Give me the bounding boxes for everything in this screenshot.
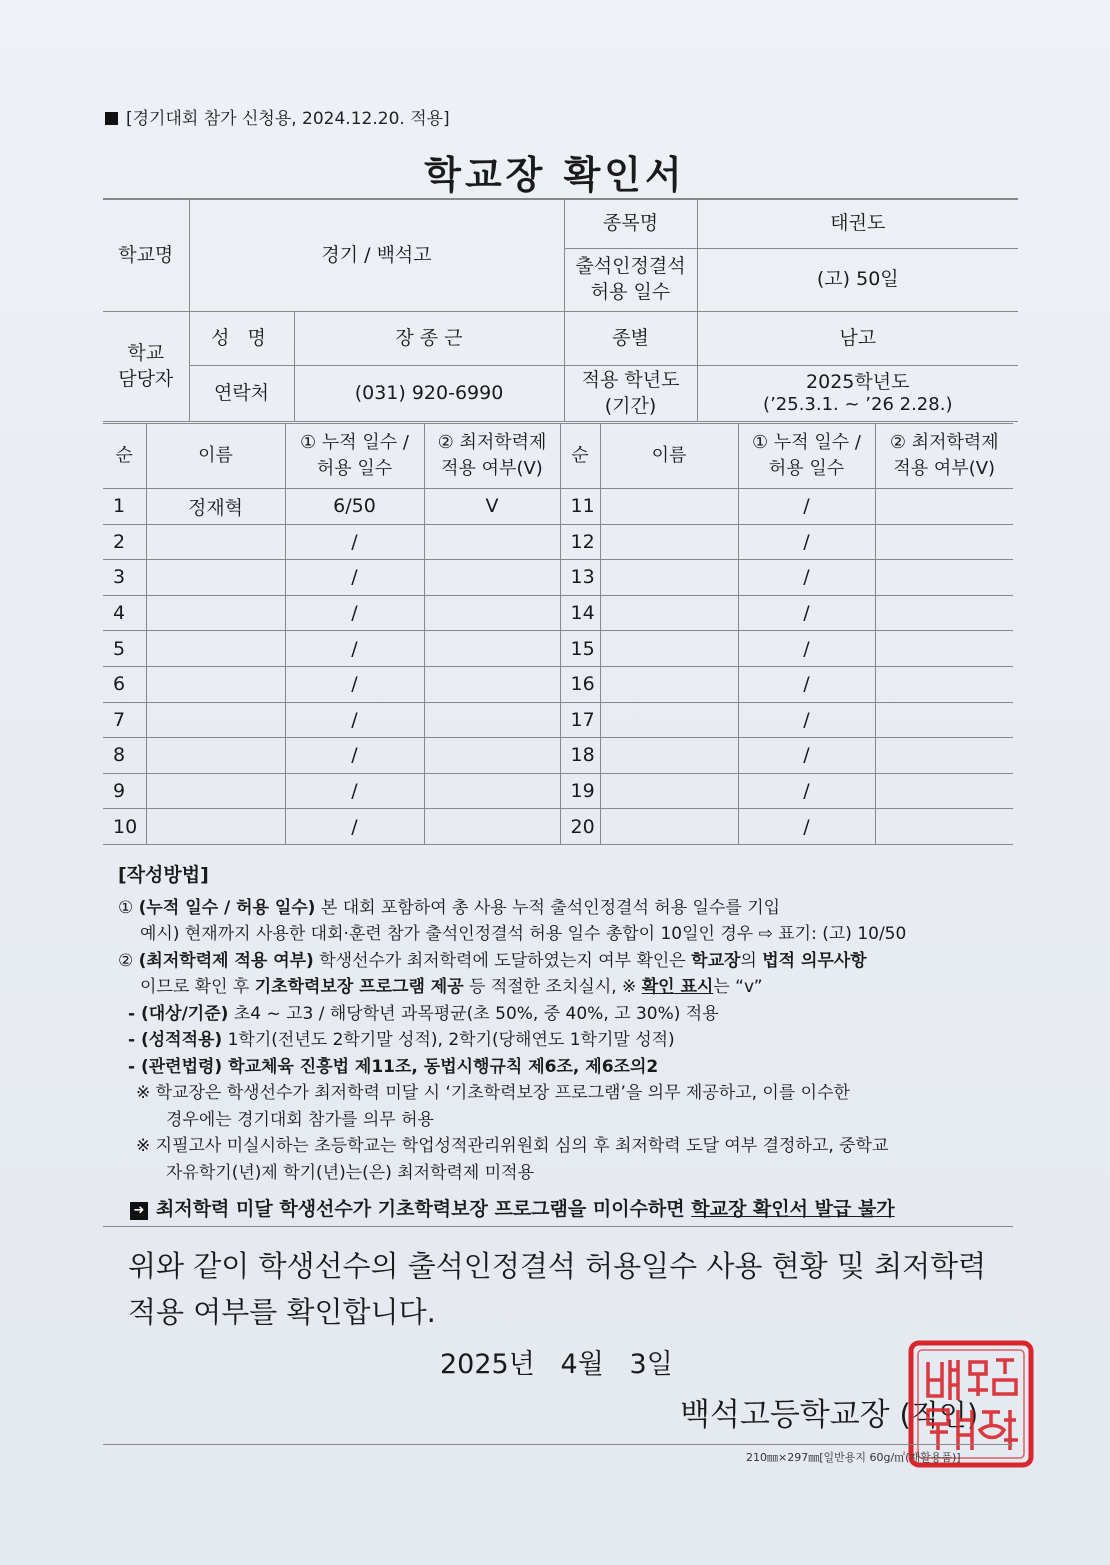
row-days-right: / bbox=[738, 702, 875, 738]
contact-label: 연락처 bbox=[189, 366, 294, 422]
top-rule bbox=[103, 198, 1018, 199]
row-name-right bbox=[600, 702, 738, 738]
item2-line2-d: 확인 표시 bbox=[641, 977, 714, 997]
row-name-right bbox=[600, 560, 738, 596]
type-value: 남고 bbox=[697, 312, 1018, 366]
row-name bbox=[146, 595, 285, 631]
guide-rule bbox=[103, 1226, 1013, 1227]
student-table bbox=[103, 423, 1013, 845]
arrow-box-icon: ➜ bbox=[130, 1202, 148, 1220]
item2-line2-b: 기초학력보장 프로그램 제공 bbox=[254, 977, 464, 997]
table-row bbox=[103, 595, 1013, 631]
row-min bbox=[424, 738, 560, 774]
row-no: 10 bbox=[103, 809, 146, 845]
row-name-right bbox=[600, 489, 738, 525]
sub3-text: 학교체육 진흥법 제11조, 동법시행규칙 제6조, 제6조의2 bbox=[222, 1056, 659, 1077]
row-days-right: / bbox=[738, 631, 875, 667]
row-name: 정재혁 bbox=[146, 489, 285, 525]
row-no-right: 11 bbox=[560, 489, 600, 525]
row-name-right bbox=[600, 738, 738, 774]
row-no-right: 19 bbox=[560, 773, 600, 809]
row-name-right bbox=[600, 809, 738, 845]
guide-note-2-cont: 자유학기(년)제 학기(년)는(은) 최저학력제 미적용 bbox=[166, 1162, 535, 1183]
row-min-right bbox=[875, 738, 1013, 774]
item1-example: 예시) 현재까지 사용한 대회·훈련 참가 출석인정결석 허용 일수 총합이 10일인 경우 ⇨ 표기: (고) 10/50 bbox=[140, 924, 907, 944]
row-name-right bbox=[600, 595, 738, 631]
row-min-right bbox=[875, 809, 1013, 845]
row-days: / bbox=[285, 809, 424, 845]
table-row bbox=[103, 489, 1013, 525]
item1-text: 본 대회 포함하여 총 사용 누적 출석인정결석 허용 일수를 기입 bbox=[315, 897, 781, 918]
item2-b3: 법적 의무사항 bbox=[762, 950, 867, 971]
row-days-right: / bbox=[738, 773, 875, 809]
year-label bbox=[564, 366, 697, 422]
row-days: / bbox=[285, 560, 424, 596]
col-min bbox=[424, 424, 560, 489]
item2-num: ② bbox=[118, 950, 134, 971]
event-value: 태권도 bbox=[697, 200, 1018, 249]
row-min: V bbox=[424, 489, 560, 525]
row-no-right: 12 bbox=[560, 524, 600, 560]
guide-note-2: ※ 지필고사 미실시하는 초등학교는 학업성적관리위원회 심의 후 최저학력 도달 여부 결정하고, 중학교 bbox=[136, 1136, 889, 1156]
row-no: 3 bbox=[103, 560, 146, 596]
row-name-right bbox=[600, 773, 738, 809]
row-min bbox=[424, 773, 560, 809]
col-days-right bbox=[738, 424, 875, 489]
row-no: 1 bbox=[103, 489, 146, 525]
row-min bbox=[424, 809, 560, 845]
row-name-right bbox=[600, 631, 738, 667]
sub1-text: 초4 ~ 고3 / 해당학년 과목평균(초 50%, 중 40%, 고 30%) 적용 bbox=[228, 1003, 719, 1024]
col-name: 이름 bbox=[146, 424, 285, 489]
row-name bbox=[146, 524, 285, 560]
row-no: 8 bbox=[103, 738, 146, 774]
final-warning bbox=[130, 1194, 895, 1221]
row-name-right bbox=[600, 524, 738, 560]
name-value: 장 종 근 bbox=[294, 312, 564, 366]
table-row bbox=[103, 738, 1013, 774]
contact-value: (031) 920-6990 bbox=[294, 366, 564, 422]
table-header-row bbox=[103, 424, 1013, 489]
row-no: 4 bbox=[103, 595, 146, 631]
row-no-right: 18 bbox=[560, 738, 600, 774]
item2-line2-a: 이므로 확인 후 bbox=[140, 977, 255, 997]
form-header-label: [경기대회 참가 신청용, 2024.12.20. 적용] bbox=[126, 109, 450, 129]
item1-bold: (누적 일수 / 허용 일수) bbox=[138, 897, 316, 918]
allow-label bbox=[564, 249, 697, 312]
row-days: 6/50 bbox=[285, 489, 424, 525]
guide-heading: [작성방법] bbox=[118, 864, 209, 886]
writing-guide bbox=[118, 862, 1018, 1186]
event-label: 종목명 bbox=[564, 200, 697, 249]
guide-note-1-cont: 경우에는 경기대회 참가를 의무 허용 bbox=[166, 1109, 434, 1130]
confirm-statement: 위와 같이 학생선수의 출석인정결석 허용일수 사용 현황 및 최저학력 적용 여부를 확인합니다. bbox=[128, 1249, 987, 1329]
row-name bbox=[146, 702, 285, 738]
sub2-text: 1학기(전년도 2학기말 성적), 2학기(당해연도 1학기말 성적) bbox=[222, 1030, 675, 1050]
row-days: / bbox=[285, 738, 424, 774]
row-name bbox=[146, 666, 285, 702]
seal-mark: (직인) bbox=[899, 1398, 979, 1432]
item2-line2 bbox=[118, 974, 1018, 1001]
row-min-right bbox=[875, 666, 1013, 702]
guide-item-2 bbox=[118, 948, 1018, 975]
item2-line2-e: 는 “v” bbox=[713, 977, 763, 997]
col-no-right: 순 bbox=[560, 424, 600, 489]
sub2-bold: - (성적적용) bbox=[128, 1030, 223, 1050]
row-no: 9 bbox=[103, 773, 146, 809]
guide-note-1: ※ 학교장은 학생선수가 최저학력 미달 시 ‘기초학력보장 프로그램’을 의무 제공하고, 이를 이수한 bbox=[136, 1083, 850, 1103]
sub3-bold: - (관련법령) bbox=[128, 1056, 223, 1077]
form-header bbox=[105, 104, 450, 129]
row-days-right: / bbox=[738, 595, 875, 631]
year-period: (’25.3.1. ~ ’26 2.28.) bbox=[763, 394, 953, 416]
row-days: / bbox=[285, 773, 424, 809]
row-min-right bbox=[875, 489, 1013, 525]
row-days-right: / bbox=[738, 666, 875, 702]
item2-text1: 학생선수가 최저학력에 도달하였는지 여부 확인은 bbox=[313, 950, 692, 971]
row-name bbox=[146, 809, 285, 845]
item2-bold: (최저학력제 적용 여부) bbox=[138, 950, 314, 971]
row-no: 5 bbox=[103, 631, 146, 667]
name-label: 성 명 bbox=[189, 312, 294, 366]
year-value: 2025학년도 bbox=[806, 371, 910, 394]
guide-sub-2 bbox=[118, 1027, 1018, 1054]
final-warning-a: 최저학력 미달 학생선수가 기초학력보장 프로그램을 미이수하면 bbox=[156, 1198, 692, 1220]
sub1-bold: - (대상/기준) bbox=[128, 1003, 229, 1024]
school-value: 경기 / 백석고 bbox=[189, 200, 564, 312]
year-label-text: 적용 학년도 (기간) bbox=[581, 368, 680, 417]
row-min bbox=[424, 666, 560, 702]
info-table bbox=[103, 199, 1018, 422]
col-min-text: ② 최저학력제 적용 여부(V) bbox=[437, 431, 547, 479]
col-days bbox=[285, 424, 424, 489]
final-warning-b: 학교장 확인서 발급 불가 bbox=[691, 1198, 895, 1220]
row-no: 6 bbox=[103, 666, 146, 702]
table-row bbox=[103, 524, 1013, 560]
row-days: / bbox=[285, 595, 424, 631]
row-days-right: / bbox=[738, 524, 875, 560]
row-days-right: / bbox=[738, 489, 875, 525]
guide-sub-3 bbox=[118, 1054, 1018, 1081]
row-min bbox=[424, 702, 560, 738]
square-bullet-icon bbox=[105, 112, 118, 125]
row-no: 7 bbox=[103, 702, 146, 738]
row-min-right bbox=[875, 702, 1013, 738]
row-min-right bbox=[875, 773, 1013, 809]
row-no: 2 bbox=[103, 524, 146, 560]
row-min bbox=[424, 560, 560, 596]
item2-b2: 학교장 bbox=[691, 950, 741, 971]
signer-name: 백석고등학교장 bbox=[680, 1397, 890, 1433]
year-value-cell bbox=[697, 366, 1018, 422]
col-min-right bbox=[875, 424, 1013, 489]
row-min-right bbox=[875, 524, 1013, 560]
type-label: 종별 bbox=[564, 312, 697, 366]
col-no: 순 bbox=[103, 424, 146, 489]
manager-label bbox=[103, 312, 189, 422]
row-min bbox=[424, 595, 560, 631]
row-name bbox=[146, 773, 285, 809]
item2-text2: 의 bbox=[740, 950, 763, 971]
row-min-right bbox=[875, 595, 1013, 631]
footer-rule bbox=[103, 1444, 1013, 1445]
table-row bbox=[103, 773, 1013, 809]
row-name-right bbox=[600, 666, 738, 702]
allow-label-text: 출석인정결석 허용 일수 bbox=[575, 255, 686, 303]
row-name bbox=[146, 631, 285, 667]
row-days-right: / bbox=[738, 738, 875, 774]
row-min bbox=[424, 631, 560, 667]
col-name-right: 이름 bbox=[600, 424, 738, 489]
issue-date: 2025년 4월 3일 bbox=[440, 1349, 673, 1380]
row-no-right: 20 bbox=[560, 809, 600, 845]
school-label: 학교명 bbox=[103, 200, 189, 312]
item2-line2-c: 등 적절한 조치실시, ※ bbox=[463, 977, 642, 997]
manager-label-text: 학교 담당자 bbox=[118, 341, 174, 390]
table-row bbox=[103, 666, 1013, 702]
col-min-right-text: ② 최저학력제 적용 여부(V) bbox=[889, 431, 999, 479]
guide-sub-1 bbox=[118, 1001, 1018, 1028]
row-days: / bbox=[285, 631, 424, 667]
student-table-body bbox=[103, 489, 1013, 845]
row-min-right bbox=[875, 560, 1013, 596]
table-row bbox=[103, 809, 1013, 845]
col-days-text: ① 누적 일수 / 허용 일수 bbox=[300, 431, 409, 479]
row-days: / bbox=[285, 524, 424, 560]
page-title: 학교장 확인서 bbox=[424, 153, 686, 197]
table-row bbox=[103, 560, 1013, 596]
paper-spec: 210㎜×297㎜[일반용지 60g/㎡(재활용품)] bbox=[746, 1451, 961, 1464]
row-no-right: 16 bbox=[560, 666, 600, 702]
row-no-right: 15 bbox=[560, 631, 600, 667]
row-min-right bbox=[875, 631, 1013, 667]
item1-num: ① bbox=[118, 897, 134, 918]
row-name bbox=[146, 738, 285, 774]
allow-value: (고) 50일 bbox=[697, 249, 1018, 312]
col-days-right-text: ① 누적 일수 / 허용 일수 bbox=[752, 431, 861, 479]
table-row bbox=[103, 631, 1013, 667]
row-days: / bbox=[285, 666, 424, 702]
guide-item-1 bbox=[118, 895, 1018, 922]
row-name bbox=[146, 560, 285, 596]
row-days-right: / bbox=[738, 809, 875, 845]
table-row bbox=[103, 702, 1013, 738]
row-no-right: 13 bbox=[560, 560, 600, 596]
row-days: / bbox=[285, 702, 424, 738]
row-min bbox=[424, 524, 560, 560]
row-no-right: 17 bbox=[560, 702, 600, 738]
row-no-right: 14 bbox=[560, 595, 600, 631]
row-days-right: / bbox=[738, 560, 875, 596]
